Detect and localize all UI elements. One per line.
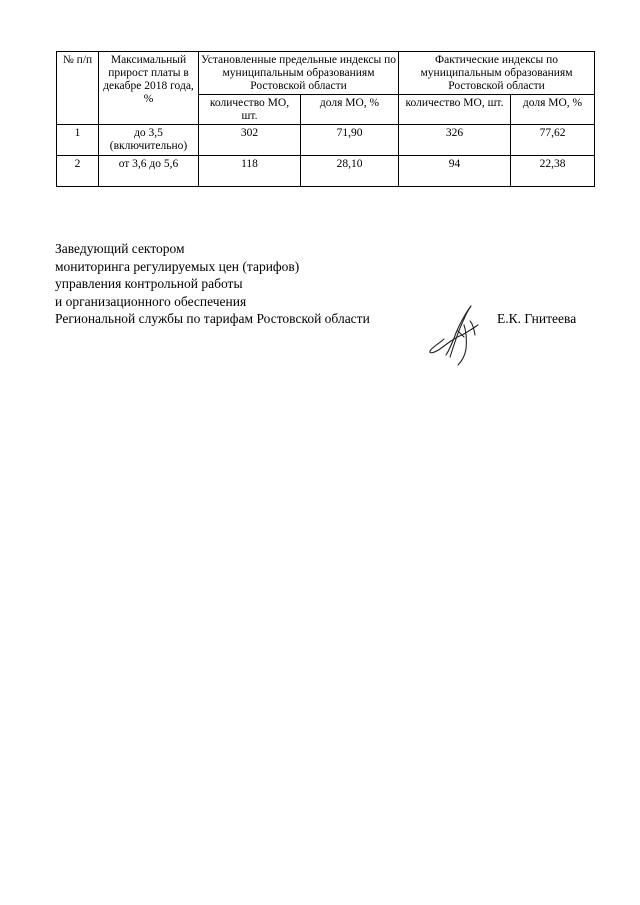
signatory-title-block (55, 240, 370, 328)
header-est-share: доля МО, % (301, 95, 399, 125)
cell-act-share: 22,38 (511, 156, 595, 187)
header-actual: Фактические индексы по муниципальным образованиям Ростовской области (399, 52, 595, 95)
header-act-share: доля МО, % (511, 95, 595, 125)
signatory-line: управления контрольной работы (55, 276, 243, 291)
table-row (57, 156, 595, 187)
cell-est-count: 118 (199, 156, 301, 187)
table-header-row (57, 52, 595, 95)
cell-act-share: 77,62 (511, 125, 595, 156)
cell-est-share: 28,10 (301, 156, 399, 187)
cell-est-share: 71,90 (301, 125, 399, 156)
signatory-line: и организационного обеспечения (55, 293, 247, 309)
tariff-index-table (56, 51, 595, 187)
signer-name: Е.К. Гнитеева (497, 311, 577, 326)
header-est-count: количество МО, шт. (199, 95, 301, 125)
signatory-line: Заведующий сектором (55, 241, 185, 256)
header-established: Установленные предельные индексы по муниципальным образованиям Ростовской области (199, 52, 399, 95)
cell-act-count: 326 (399, 125, 511, 156)
handwritten-signature (420, 295, 492, 367)
signatory-line: Региональной службы по тарифам Ростовской области (55, 311, 370, 326)
cell-growth: до 3,5 (включительно) (99, 125, 199, 156)
table-row (57, 125, 595, 156)
cell-num: 1 (57, 125, 99, 156)
cell-growth: от 3,6 до 5,6 (99, 156, 199, 187)
header-num: № п/п (57, 52, 99, 125)
header-growth: Максимальный прирост платы в декабре 2018 года, % (99, 52, 199, 125)
cell-num: 2 (57, 156, 99, 187)
cell-est-count: 302 (199, 125, 301, 156)
cell-act-count: 94 (399, 156, 511, 187)
signatory-line: мониторинга регулируемых цен (тарифов) (55, 258, 300, 274)
header-act-count: количество МО, шт. (399, 95, 511, 125)
